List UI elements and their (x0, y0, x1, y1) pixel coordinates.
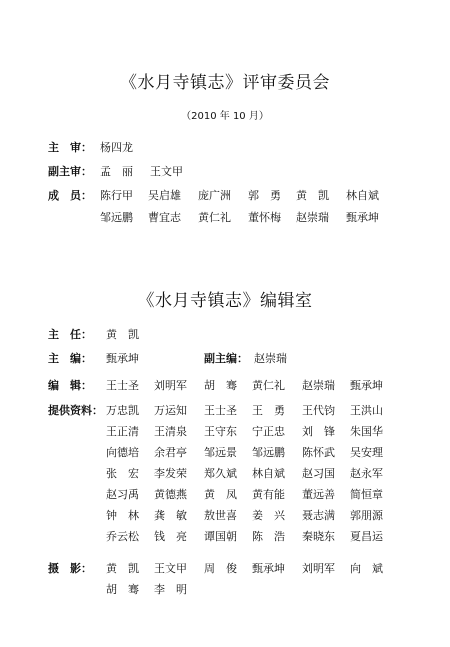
contributor-name: 乔云松 (106, 530, 139, 543)
contributors-row (106, 423, 406, 439)
contributor-name: 王守东 (204, 425, 237, 438)
contributor-name: 李发荣 (154, 467, 187, 480)
contributor-name: 郭朋源 (350, 509, 383, 522)
contributor-name: 龚 敏 (154, 509, 187, 522)
contributors-row (106, 402, 406, 418)
chair-name: 杨四龙 (100, 141, 133, 154)
member-name: 邹远鹏 (100, 211, 133, 224)
contributor-name: 刘 锋 (302, 425, 335, 438)
contributor-name: 钟 林 (106, 509, 139, 522)
contributor-name: 王代钧 (302, 404, 335, 417)
editors-row (106, 377, 406, 393)
contributor-name: 聂志满 (302, 509, 335, 522)
contributor-name: 王士圣 (204, 404, 237, 417)
member-name: 郭 勇 (248, 189, 281, 202)
contributor-name: 简恒章 (350, 488, 383, 501)
contributor-name: 向德培 (106, 446, 139, 459)
contributor-name: 谭国朝 (204, 530, 237, 543)
contributor-name: 王清泉 (154, 425, 187, 438)
photography-row (106, 581, 406, 597)
member-name: 林自斌 (346, 189, 379, 202)
photographer-name: 李 明 (154, 583, 187, 596)
contributors-row (106, 507, 406, 523)
editor-name: 刘明军 (154, 379, 187, 392)
vice-chair-label: 副主审： (48, 165, 92, 178)
committee-title: 《水月寺镇志》评审委员会 (120, 73, 330, 93)
contributor-name: 赵习国 (302, 467, 335, 480)
contributor-name: 钱 亮 (154, 530, 187, 543)
editor-name: 王士圣 (106, 379, 139, 392)
contributor-name: 敖世喜 (204, 509, 237, 522)
editorial-title: 《水月寺镇志》编辑室 (137, 291, 313, 311)
contributor-name: 夏昌运 (350, 530, 383, 543)
contributor-name: 郑久斌 (204, 467, 237, 480)
contributors-label: 提供资料： (48, 404, 103, 417)
contributor-name: 黄 凤 (204, 488, 237, 501)
member-name: 甄承坤 (346, 211, 379, 224)
photographer-name: 王文甲 (154, 562, 187, 575)
vice-chair-names (100, 163, 220, 179)
member-name: 吴启雄 (148, 189, 181, 202)
member-name: 黄 凯 (296, 189, 329, 202)
member-name: 赵崇瑞 (296, 211, 329, 224)
member-name: 董怀梅 (248, 211, 281, 224)
vice-chair-name: 孟 丽 (100, 165, 133, 178)
contributors-row (106, 444, 406, 460)
contributor-name: 黄有能 (252, 488, 285, 501)
editor-name: 黄仁礼 (252, 379, 285, 392)
director-name: 黄 凯 (106, 328, 139, 341)
contributor-name: 赵永军 (350, 467, 383, 480)
contributors-row (106, 528, 406, 544)
contributor-name: 林自斌 (252, 467, 285, 480)
contributor-name: 董远善 (302, 488, 335, 501)
contributor-name: 王正清 (106, 425, 139, 438)
member-name: 曹宜志 (148, 211, 181, 224)
committee-date: （2010 年 10 月） (181, 111, 269, 122)
contributor-name: 吴安理 (350, 446, 383, 459)
contributor-name: 陈怀武 (302, 446, 335, 459)
chair-label: 主 审： (48, 141, 92, 154)
photography-label: 摄 影： (48, 562, 92, 575)
editor-name: 甄承坤 (350, 379, 383, 392)
chief-editor-label: 主 编： (48, 352, 92, 365)
contributor-name: 姜 兴 (252, 509, 285, 522)
contributor-name: 余君亭 (154, 446, 187, 459)
director-label: 主 任： (48, 328, 92, 341)
contributor-name: 邹远鹏 (252, 446, 285, 459)
photographer-name: 向 斌 (350, 562, 383, 575)
chief-editor-name: 甄承坤 (106, 352, 139, 365)
contributor-name: 王洪山 (350, 404, 383, 417)
contributor-name: 黄德燕 (154, 488, 187, 501)
editor-name: 胡 骞 (204, 379, 237, 392)
editor-name: 赵崇瑞 (302, 379, 335, 392)
contributor-name: 万运知 (154, 404, 187, 417)
members-row (100, 187, 400, 203)
vice-chief-editor-label: 副主编： (204, 352, 248, 365)
contributor-name: 张 宏 (106, 467, 139, 480)
contributor-name: 万忠凯 (106, 404, 139, 417)
contributors-row (106, 486, 406, 502)
contributor-name: 邹远景 (204, 446, 237, 459)
member-name: 庞广洲 (198, 189, 231, 202)
members-label: 成 员： (48, 189, 92, 202)
contributor-name: 朱国华 (350, 425, 383, 438)
editors-label: 编 辑： (48, 379, 92, 392)
contributor-name: 赵习禹 (106, 488, 139, 501)
contributors-row (106, 465, 406, 481)
contributor-name: 陈 浩 (252, 530, 285, 543)
contributor-name: 宁正忠 (252, 425, 285, 438)
photographer-name: 刘明军 (302, 562, 335, 575)
member-name: 陈行甲 (100, 189, 133, 202)
vice-chair-name: 王文甲 (150, 165, 183, 178)
photography-row (106, 560, 406, 576)
contributor-name: 王 勇 (252, 404, 285, 417)
contributor-name: 秦晓东 (302, 530, 335, 543)
members-row (100, 209, 400, 225)
photographer-name: 黄 凯 (106, 562, 139, 575)
member-name: 黄仁礼 (198, 211, 231, 224)
photographer-name: 周 俊 (204, 562, 237, 575)
photographer-name: 甄承坤 (252, 562, 285, 575)
photographer-name: 胡 骞 (106, 583, 139, 596)
vice-chief-editor-name: 赵崇瑞 (254, 352, 287, 365)
